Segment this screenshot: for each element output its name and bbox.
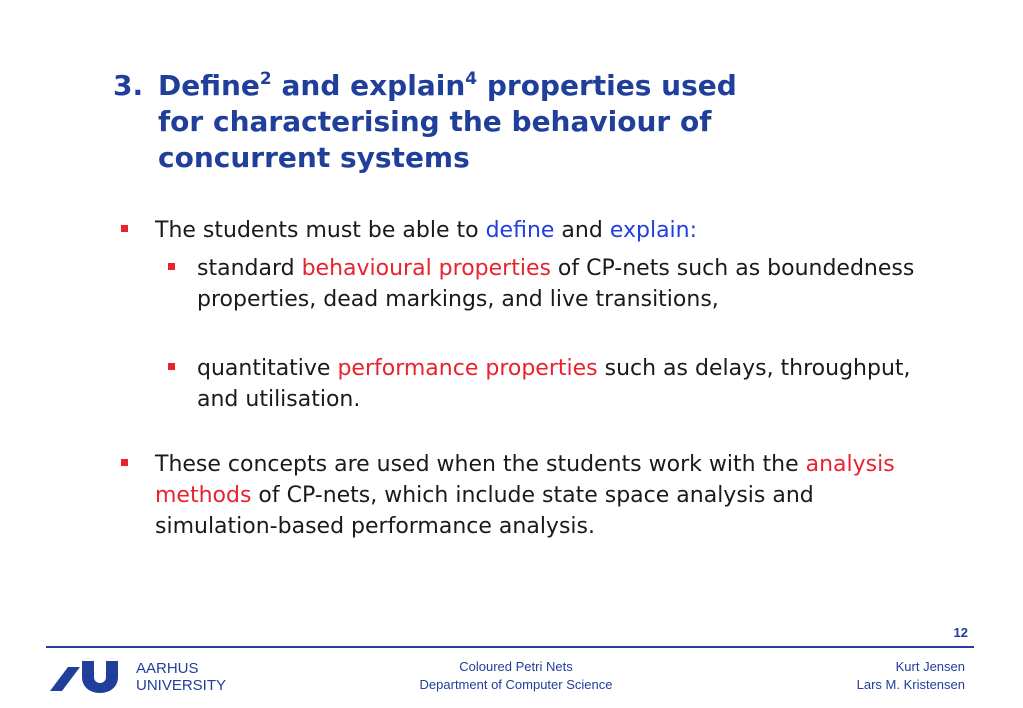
title-superscript-define: 2	[259, 69, 272, 89]
bullet-text-pre: The students must be able to	[155, 218, 486, 243]
footer-author-1: Kurt Jensen	[895, 659, 965, 674]
bullet-text-post: of CP-nets, which include state space analysis and simulation-based performance analysis.	[155, 483, 814, 539]
highlight-behavioural-properties: behavioural properties	[301, 256, 551, 281]
bullet-text-and: and	[554, 218, 610, 243]
subbullet-text-pre: quantitative	[197, 356, 338, 381]
bullet-concepts-used	[121, 449, 941, 542]
title-word-define: Define	[158, 69, 260, 102]
title-line-3: concurrent systems	[158, 141, 470, 174]
subbullet-text-post: such as delays, throughput, and utilisation.	[197, 356, 911, 412]
slide-title	[113, 68, 873, 176]
footer-course-info	[380, 658, 652, 694]
bullet-marker	[121, 225, 128, 232]
title-line-1	[113, 68, 873, 104]
subbullet-behavioural	[168, 253, 928, 315]
footer-author-2: Lars M. Kristensen	[856, 677, 965, 692]
university-name	[136, 660, 226, 694]
highlight-explain: explain:	[609, 218, 698, 243]
bullet-marker	[121, 459, 128, 466]
bullet-text-pre: These concepts are used when the students work with the	[155, 452, 806, 477]
subbullet-text-pre: standard	[197, 256, 302, 281]
subbullet-marker	[168, 363, 175, 370]
title-number: 3.	[113, 69, 144, 102]
university-line-1: AARHUS	[136, 660, 199, 677]
title-words-rest: properties used	[477, 69, 737, 102]
highlight-performance-properties: performance properties	[337, 356, 598, 381]
footer-course: Coloured Petri Nets	[459, 659, 573, 674]
aarhus-university-logo-icon	[48, 655, 126, 695]
footer-authors	[857, 658, 965, 694]
university-line-2: UNIVERSITY	[136, 677, 227, 694]
title-word-explain: and explain	[271, 69, 466, 102]
page-number: 12	[953, 625, 968, 640]
bullet-text	[155, 449, 941, 542]
footer-divider	[46, 646, 974, 648]
title-superscript-explain: 4	[465, 69, 478, 89]
subbullet-text-post: of CP-nets such as boundedness properties, dead markings, and live transitions,	[197, 256, 915, 312]
subbullet-marker	[168, 263, 175, 270]
subbullet-text	[197, 253, 928, 315]
highlight-analysis-methods: analysis methods	[155, 452, 895, 508]
footer-department: Department of Computer Science	[419, 677, 613, 692]
bullet-text	[155, 215, 941, 246]
subbullet-quantitative	[168, 353, 928, 415]
bullet-students-able	[121, 215, 941, 246]
subbullet-text	[197, 353, 928, 415]
highlight-define: define	[485, 218, 555, 243]
title-line-2: for characterising the behaviour of	[158, 105, 712, 138]
